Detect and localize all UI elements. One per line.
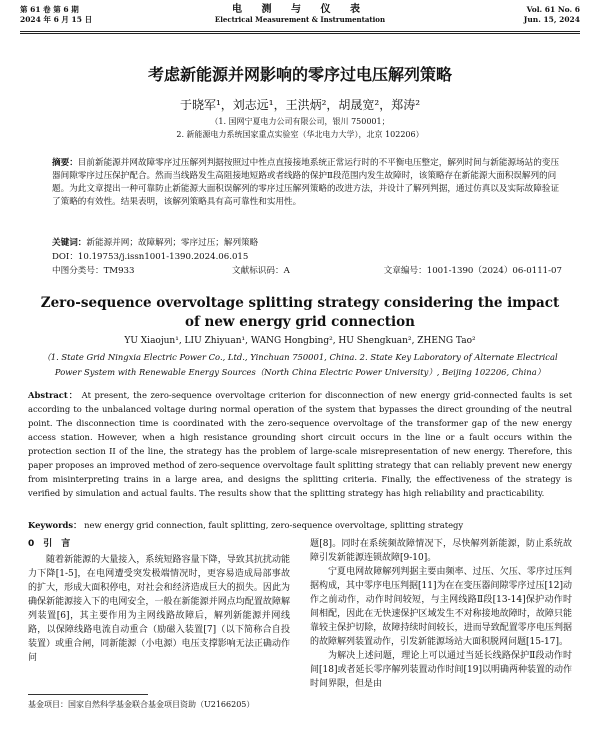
- body-paragraph: 题[8]。同时在系统频故障情况下，尽快解列新能源，防止系统故障引发新能源连锁故障[9-10]。: [310, 539, 572, 563]
- footnote-rule: [28, 694, 148, 695]
- affiliation-cn-2: 2. 新能源电力系统国家重点实验室（华北电力大学），北京 102206）: [176, 130, 424, 139]
- journal-cn: 电 测 与 仪 表: [232, 4, 368, 15]
- issue-cn: 第 61 卷 第 6 期: [20, 5, 79, 14]
- authors-en: YU Xiaojun¹, LIU Zhiyuan¹, WANG Hongbing², HU Shengkuan², ZHENG Tao²: [124, 336, 476, 346]
- body-column-left: [28, 537, 290, 665]
- journal-en: Electrical Measurement & Instrumentation: [214, 15, 386, 24]
- affiliation-en: （1. State Grid Ningxia Electric Power Co., Ltd., Yinchuan 750001, China. 2. State Key Laboratory of Alternate Electrical Power System with Renewable Energy Sources（North China Electric Power University）, Beijing 102206, China）: [42, 352, 558, 377]
- keywords-en-label: Keywords：: [28, 520, 82, 530]
- header-rule: [20, 31, 580, 32]
- keywords-cn-text: 新能源并网；故障解列；零序过压；解列策略: [86, 238, 259, 248]
- document-code: 文献标识码：A: [232, 266, 290, 276]
- body-paragraph: 随着新能源的大量接入，系统短路容量下降，导致其抗扰动能力下降[1-5]，在电网遭受突发极端情况时，更容易造成局部事故的扩大，形成大面积停电，对社会和经济造成巨大的损失。因此为确保新能源接入下的电网安全，一般在新能源并网点均配置故障解列装置[6]，其主要作用为主网线路故障后，解列新能源并网线路，以保障线路电流自动重合（励磁入装置[7]（以下简称合自投装置）或重合闸，同新能源（小电源）电压支撑影响无法正确动作问: [28, 555, 290, 663]
- abstract-cn: [52, 157, 562, 209]
- header-right: [524, 5, 580, 25]
- keywords-en-text: new energy grid connection, fault splitting, zero-sequence overvoltage, splitting strategy: [84, 520, 464, 530]
- doi: DOI：10.19753/j.issn1001-1390.2024.06.015: [52, 252, 249, 262]
- body-column-right: [310, 537, 572, 691]
- abstract-cn-label: 摘要：: [52, 158, 78, 168]
- date-en: Jun. 15, 2024: [523, 15, 580, 24]
- section-heading: 0 引 言: [28, 539, 71, 549]
- authors-cn: 于晓军¹，刘志远¹，王洪炳²，胡晟宽²，郑涛²: [179, 98, 421, 112]
- header-rule-thin: [20, 33, 580, 34]
- keywords-cn-label: 关键词：: [52, 238, 87, 248]
- abstract-en: [28, 388, 572, 500]
- title-en: Zero-sequence overvoltage splitting strategy considering the impact of new energy grid connection: [40, 295, 560, 330]
- header-center: [20, 5, 580, 25]
- body-paragraph: 为解决上述问题，理论上可以通过当延长线路保护Ⅱ段动作时间[18]或者延长零序解列装置动作时间[19]以明确两种装置的动作时间界限，但是由: [310, 651, 572, 689]
- issue-en: Vol. 61 No. 6: [526, 5, 580, 14]
- abstract-en-label: Abstract：: [28, 390, 79, 400]
- abstract-cn-text: 目前新能源并网故障零序过压解列判据按照过中性点直接接地系统正常运行时的不平衡电压整定，解列时间与新能源场站的变压器间隙零序过压保护配合。然而当线路发生高阻接地短路或者线路的保护Ⅱ段范围内发生故障时，该策略存在新能源大面积误解列的问题。为此文章提出一种可靠防止新能源大面积误解列的零序过压解列策略的改进方法，并设计了解列判据，通过仿真以及实际故障验证了策略的有效性。结果表明，该解列策略具有高可靠性和实用性。: [52, 158, 560, 207]
- body-paragraph: 宁夏电网故障解列判据主要由频率、过压、欠压、零序过压判据构成，其中零序电压判据[11]为在在变压器间隙零序过压[12]动作之前动作，动作时间较短，与主网线路Ⅱ段[13-14]保护动作时间相配，因此在无快速保护区域发生不对称接地故障时，故障只能靠较主保护切除，故障持续时间较长，进而导致配置零序电压判据的故障解列装置动作，引发新能源场站大面积脱网问题[15-17]。: [310, 567, 572, 647]
- abstract-en-text: At present, the zero-sequence overvoltage criterion for disconnection of new energy grid-connected faults is set according to the unbalanced voltage during normal operation of the system that bypasses the direct grounding of the neutral point. The disconnection time is coordinated with the zero-sequence overvoltage of the transformer gap of the new energy access station. However, when a high resistance grounding short circuit occurs in the line or a fault occurs within the protection section II of the line, the strategy has the problem of large-scale misrepresentation of new energy. Therefore, this paper proposes an improved method of zero-sequence overvoltage fault splitting strategy that can reliably prevent new energy from misinterpreting trains in a large area, and designs the splitting criteria. Finally, the effectiveness of the strategy is verified by simulation and actual faults. The results show that the splitting strategy has high reliability and practicability.: [28, 390, 572, 498]
- footnote-funding: 基金项目：国家自然科学基金联合基金项目资助（U2166205）: [28, 700, 255, 709]
- keywords-cn: [52, 236, 562, 248]
- date-cn: 2024 年 6 月 15 日: [20, 15, 93, 24]
- keywords-en: [28, 519, 572, 531]
- article-number: 文章编号：1001-1390（2024）06-0111-07: [383, 266, 562, 276]
- affiliation-cn-1: （1. 国网宁夏电力公司有限公司，银川 750001；: [210, 117, 390, 126]
- clc-number: 中图分类号：TM933: [52, 266, 135, 276]
- running-header: [20, 5, 580, 31]
- title-cn: 考虑新能源并网影响的零序过电压解列策略: [147, 65, 452, 84]
- classification-line: [52, 264, 562, 276]
